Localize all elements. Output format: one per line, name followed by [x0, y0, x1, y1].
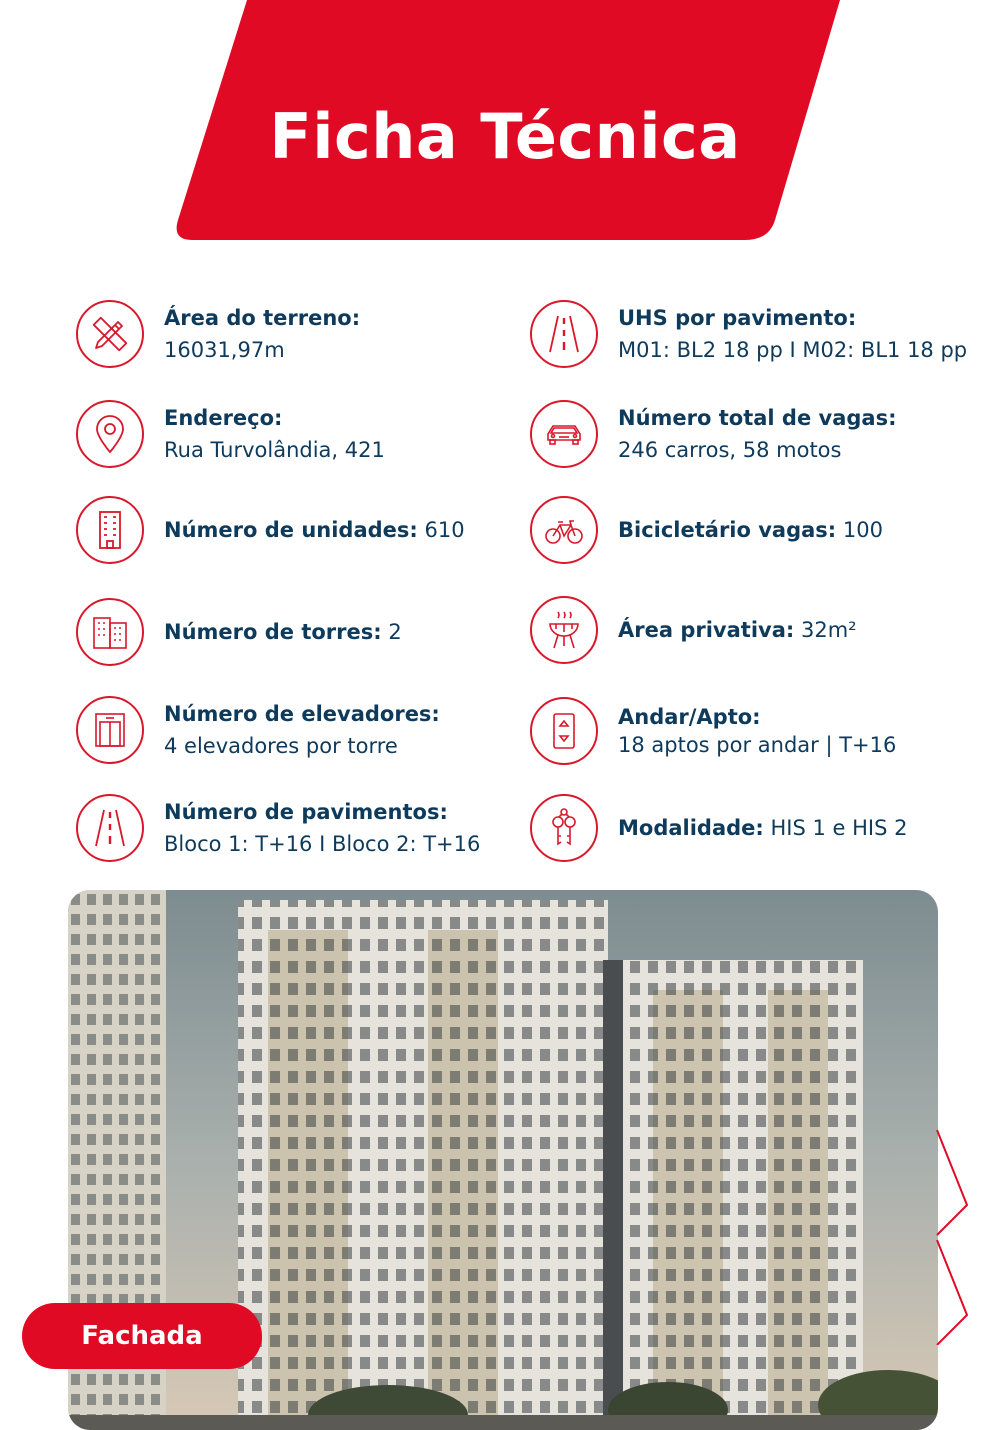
ruler-pencil-icon	[76, 300, 144, 368]
spec-label: Área do terreno:	[164, 306, 361, 330]
spec-value: 16031,97m	[164, 338, 285, 362]
spec-elevators	[76, 696, 440, 764]
spec-bicycle	[530, 496, 883, 564]
location-pin-icon	[76, 400, 144, 468]
spec-value: 32m²	[800, 618, 857, 642]
spec-address	[76, 400, 385, 468]
spec-value: Rua Turvolândia, 421	[164, 438, 385, 462]
road-icon	[530, 300, 598, 368]
spec-private-area	[530, 596, 857, 664]
spec-label: Modalidade:	[618, 816, 764, 840]
side-chevron-decoration	[935, 1125, 975, 1345]
spec-label: Número de torres:	[164, 620, 382, 644]
spec-value: 610	[424, 518, 465, 542]
spec-value: Bloco 1: T+16 I Bloco 2: T+16	[164, 832, 481, 856]
spec-towers	[76, 598, 402, 666]
spec-parking	[530, 400, 896, 468]
page-title: Ficha Técnica	[269, 100, 741, 173]
keys-icon	[530, 794, 598, 862]
spec-label: Área privativa:	[618, 618, 795, 642]
spec-terrain-area	[76, 300, 360, 368]
grill-icon	[530, 596, 598, 664]
towers-icon	[76, 598, 144, 666]
spec-label: Número de elevadores:	[164, 702, 440, 726]
spec-label: Número total de vagas:	[618, 406, 897, 430]
spec-label: Endereço:	[164, 406, 283, 430]
spec-value: 18 aptos por andar | T+16	[618, 733, 897, 757]
building-icon	[76, 496, 144, 564]
spec-label: Número de pavimentos:	[164, 800, 448, 824]
spec-label: Andar/Apto:	[618, 705, 761, 729]
spec-floor-apartment	[530, 697, 896, 765]
spec-floors	[76, 794, 480, 862]
spec-value: 4 elevadores por torre	[164, 734, 398, 758]
spec-label: Bicicletário vagas:	[618, 518, 837, 542]
elevator-icon	[76, 696, 144, 764]
spec-value: M01: BL2 18 pp I M02: BL1 18 pp	[618, 338, 968, 362]
spec-value: 2	[388, 620, 402, 644]
spec-units	[76, 496, 465, 564]
elevator-buttons-icon	[530, 697, 598, 765]
bicycle-icon	[530, 496, 598, 564]
road-icon	[76, 794, 144, 862]
spec-value: 246 carros, 58 motos	[618, 438, 842, 462]
car-icon	[530, 400, 598, 468]
photo-caption-badge: Fachada	[22, 1303, 262, 1369]
spec-value: 100	[842, 518, 883, 542]
spec-uhs-per-floor	[530, 300, 967, 368]
spec-label: Número de unidades:	[164, 518, 418, 542]
spec-label: UHS por pavimento:	[618, 306, 857, 330]
spec-value: HIS 1 e HIS 2	[770, 816, 908, 840]
spec-modality	[530, 794, 907, 862]
